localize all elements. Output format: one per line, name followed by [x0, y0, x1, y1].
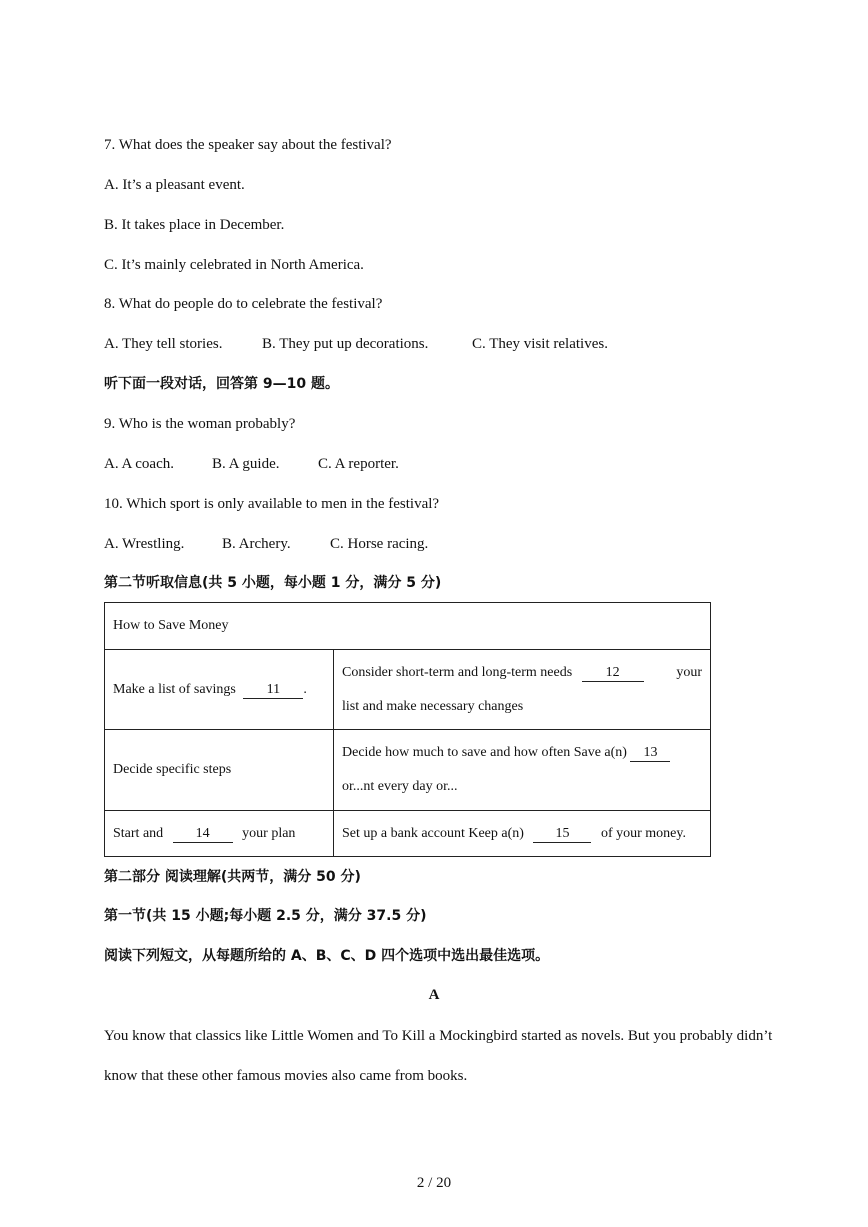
cell-text: Start and [113, 825, 164, 841]
cell-text: Set up a bank account Keep a(n) [342, 825, 524, 841]
q9-option-a: A. A coach. [104, 456, 174, 472]
q8-option-b: B. They put up decorations. [262, 336, 429, 352]
table-cell [105, 811, 334, 857]
blank-12: 12 [582, 665, 644, 682]
cell-text: list and make necessary changes [342, 698, 524, 714]
q10-option-c: C. Horse racing. [330, 536, 429, 552]
section1-heading: 第一节(共 15 小题;每小题 2.5 分，满分 37.5 分) [104, 908, 427, 924]
blank-15: 15 [533, 826, 591, 843]
q9-question: 9. Who is the woman probably? [104, 416, 296, 432]
page-number: 2 / 20 [416, 1175, 452, 1191]
part2-heading: 第二部分 阅读理解(共两节，满分 50 分) [104, 869, 361, 885]
table-cell [105, 650, 334, 730]
table-cell [334, 650, 711, 730]
cell-text: of your money. [600, 825, 686, 841]
q8-question: 8. What do people do to celebrate the festival? [104, 296, 383, 312]
q9-options [104, 455, 399, 473]
reading-instruction: 阅读下列短文，从每题所给的 A、B、C、D 四个选项中选出最佳选项。 [104, 948, 550, 964]
blank-14: 14 [173, 826, 233, 843]
listening-table [104, 602, 711, 857]
cell-text: your [676, 664, 702, 680]
passage-letter: A [428, 987, 440, 1003]
cell-text: your plan [242, 825, 296, 841]
cell-text: Decide how much to save and how often Save a(n) [342, 745, 627, 760]
passage-text: You know that classics like Little Women and To Kill a Mockingbird started as novels. But you probably didn’t know that these other famous movies also came from books. [104, 1028, 773, 1084]
q9-option-b: B. A guide. [212, 456, 280, 472]
cell-text: or...nt every day or... [342, 779, 458, 794]
instruction-9-10: 听下面一段对话，回答第 9—10 题。 [104, 376, 339, 392]
blank-11: 11 [243, 682, 303, 699]
table-cell [334, 811, 711, 857]
q10-option-a: A. Wrestling. [104, 536, 185, 552]
q8-option-c: C. They visit relatives. [472, 336, 608, 352]
table-cell: Decide specific steps [105, 730, 334, 811]
q10-option-b: B. Archery. [222, 536, 291, 552]
section2-heading: 第二节听取信息(共 5 小题，每小题 1 分，满分 5 分) [104, 575, 442, 591]
cell-text: Make a list of savings [113, 681, 236, 697]
q9-option-c: C. A reporter. [318, 456, 399, 472]
q8-option-a: A. They tell stories. [104, 336, 223, 352]
blank-13: 13 [630, 745, 670, 762]
q10-question: 10. Which sport is only available to men in the festival? [104, 496, 440, 512]
q7-option-a: A. It’s a pleasant event. [104, 177, 245, 193]
cell-text: . [303, 681, 307, 697]
q8-options [104, 335, 608, 353]
cell-text: Consider short-term and long-term needs [342, 664, 573, 680]
table-cell [334, 730, 711, 811]
table-title: How to Save Money [105, 603, 711, 650]
q10-options [104, 535, 428, 553]
q7-question: 7. What does the speaker say about the festival? [104, 137, 392, 153]
q7-option-c: C. It’s mainly celebrated in North America. [104, 257, 364, 273]
q7-option-b: B. It takes place in December. [104, 217, 285, 233]
